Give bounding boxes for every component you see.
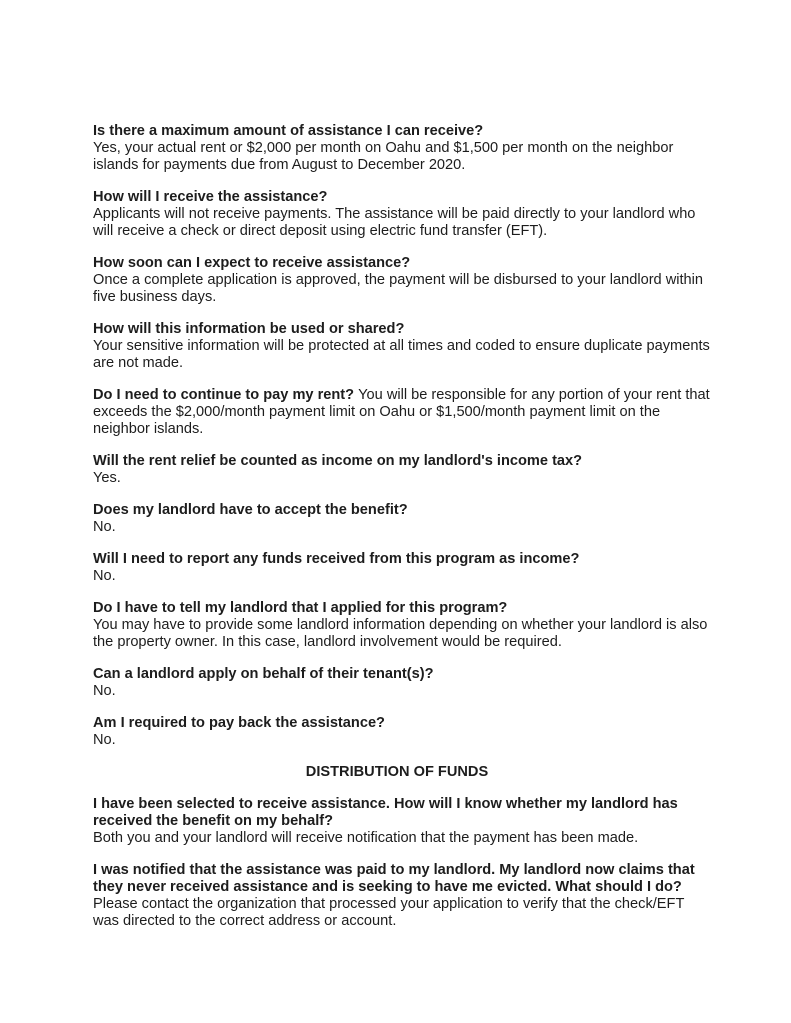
text-line (93, 764, 701, 781)
answer-text: will receive a check or direct deposit using electric fund transfer (EFT). (93, 223, 548, 239)
answer-text: No. (93, 683, 116, 699)
text-line (93, 404, 701, 421)
answer-text: No. (93, 732, 116, 748)
answer-text: Once a complete application is approved, the payment will be disbursed to your landlord within (93, 272, 704, 288)
text-line (93, 830, 701, 847)
question-text: I was notified that the assistance was paid to my landlord. My landlord now claims that (93, 862, 695, 878)
text-line (93, 502, 701, 519)
qa-block (93, 189, 701, 240)
qa-block (93, 666, 701, 700)
text-line (93, 421, 701, 438)
answer-text: You may have to provide some landlord information depending on whether your landlord is also (93, 617, 708, 633)
answer-text: five business days. (93, 289, 217, 305)
answer-text: the property owner. In this case, landlord involvement would be required. (93, 634, 562, 650)
text-line (93, 813, 701, 830)
text-line (93, 617, 708, 634)
answer-text: No. (93, 568, 116, 584)
qa-block (93, 387, 710, 438)
question-text: Do I need to continue to pay my rent? (93, 387, 359, 403)
text-line (93, 387, 710, 404)
text-line (93, 223, 701, 240)
answer-text: Applicants will not receive payments. The assistance will be paid directly to your landlord who (93, 206, 696, 222)
text-line (93, 862, 701, 879)
text-line (93, 666, 701, 683)
document-body (93, 123, 710, 930)
text-line (93, 600, 701, 617)
text-line (93, 896, 701, 913)
text-line (93, 140, 701, 157)
qa-block (93, 123, 701, 174)
question-text: I have been selected to receive assistance. How will I know whether my landlord has (93, 796, 678, 812)
question-text: Does my landlord have to accept the benefit? (93, 502, 408, 518)
text-line (93, 289, 701, 306)
qa-block (93, 715, 701, 749)
question-text: How soon can I expect to receive assistance? (93, 255, 411, 271)
text-line (93, 355, 701, 372)
text-line (93, 568, 701, 585)
question-text: Will I need to report any funds received from this program as income? (93, 551, 580, 567)
section-heading (93, 764, 701, 781)
question-text: Will the rent relief be counted as income on my landlord's income tax? (93, 453, 583, 469)
question-text: received the benefit on my behalf? (93, 813, 334, 829)
answer-text: You will be responsible for any portion of your rent that (358, 387, 710, 403)
text-line (93, 715, 701, 732)
text-line (93, 879, 701, 896)
text-line (93, 634, 701, 651)
text-line (93, 519, 701, 536)
text-line (93, 157, 701, 174)
text-line (93, 272, 704, 289)
question-text: Is there a maximum amount of assistance I can receive? (93, 123, 484, 139)
answer-text: Your sensitive information will be protected at all times and coded to ensure duplicate payments (93, 338, 710, 354)
text-line (93, 189, 701, 206)
text-line (93, 551, 701, 568)
question-text: Can a landlord apply on behalf of their tenant(s)? (93, 666, 434, 682)
text-line (93, 683, 701, 700)
answer-text: No. (93, 519, 116, 535)
answer-text: neighbor islands. (93, 421, 204, 437)
text-line (93, 255, 701, 272)
qa-block (93, 862, 701, 930)
question-text: DISTRIBUTION OF FUNDS (305, 764, 489, 780)
text-line (93, 796, 701, 813)
qa-block (93, 321, 710, 372)
answer-text: exceeds the $2,000/month payment limit on Oahu or $1,500/month payment limit on the (93, 404, 661, 420)
answer-text: islands for payments due from August to December 2020. (93, 157, 466, 173)
answer-text: Please contact the organization that processed your application to verify that the check/EFT (93, 896, 685, 912)
answer-text: are not made. (93, 355, 184, 371)
answer-text: Yes, your actual rent or $2,000 per month on Oahu and $1,500 per month on the neighbor (93, 140, 674, 156)
qa-block (93, 796, 701, 847)
text-line (93, 338, 710, 355)
text-line (93, 732, 701, 749)
answer-text: was directed to the correct address or account. (93, 913, 397, 929)
text-line (93, 321, 701, 338)
qa-block (93, 551, 701, 585)
question-text: they never received assistance and is seeking to have me evicted. What should I do? (93, 879, 682, 895)
text-line (93, 913, 701, 930)
qa-block (93, 453, 701, 487)
text-line (93, 206, 701, 223)
text-line (93, 453, 701, 470)
answer-text: Yes. (93, 470, 121, 486)
qa-block (93, 600, 708, 651)
text-line (93, 123, 701, 140)
qa-block (93, 255, 704, 306)
answer-text: Both you and your landlord will receive notification that the payment has been made. (93, 830, 639, 846)
question-text: Am I required to pay back the assistance? (93, 715, 385, 731)
qa-block (93, 502, 701, 536)
question-text: Do I have to tell my landlord that I applied for this program? (93, 600, 508, 616)
question-text: How will I receive the assistance? (93, 189, 328, 205)
question-text: How will this information be used or shared? (93, 321, 405, 337)
text-line (93, 470, 701, 487)
